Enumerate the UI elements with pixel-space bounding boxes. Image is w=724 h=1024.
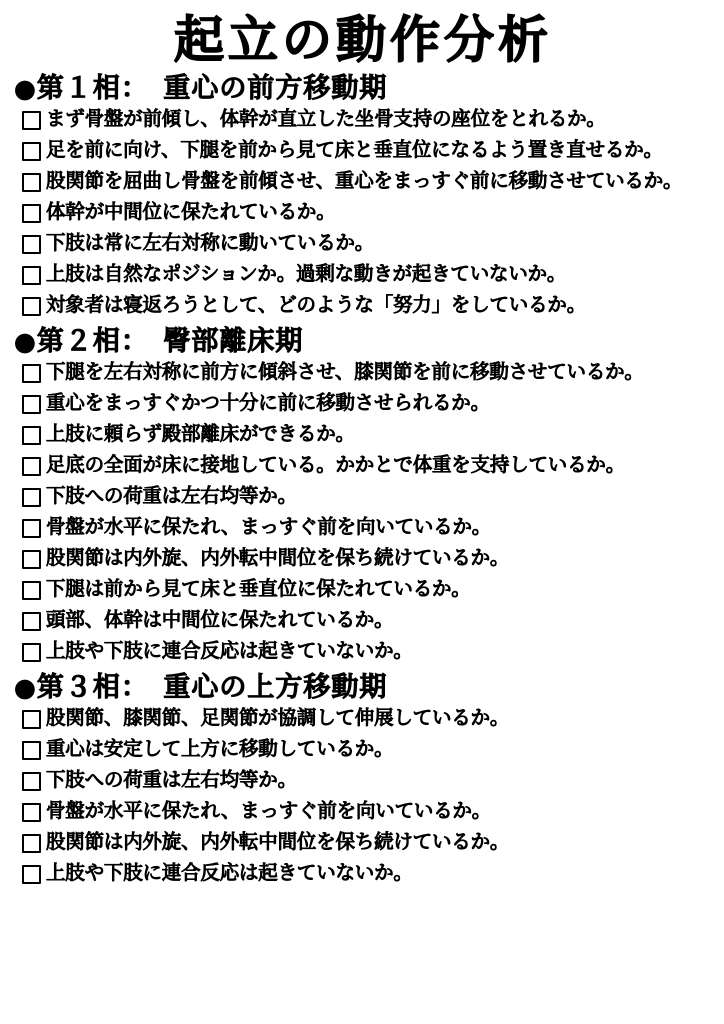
checkbox[interactable] [22,834,41,853]
section-heading [14,73,714,104]
checklist-item-label: 上肢は自然なポジションか。過剰な動きが起きていないか。 [46,261,567,285]
checkbox[interactable] [22,266,41,285]
checkbox[interactable] [22,204,41,223]
checklist-item[interactable] [12,390,714,418]
section-heading-label: 第２相： 臀部離床期 [36,325,304,357]
section-heading-label: 第１相： 重心の前方移動期 [36,72,388,104]
checklist-item[interactable] [12,860,714,888]
checklist-item[interactable] [12,607,714,635]
checklist-item[interactable] [12,514,714,542]
checkbox[interactable] [22,741,41,760]
checklist-item[interactable] [12,106,714,134]
bullet-icon: ● [14,672,37,702]
checkbox[interactable] [22,772,41,791]
section-block [12,73,714,320]
checklist-item[interactable] [12,829,714,857]
checkbox[interactable] [22,519,41,538]
section-heading [14,326,714,357]
checkbox[interactable] [22,803,41,822]
checklist-item-label: 股関節を屈曲し骨盤を前傾させ、重心をまっすぐ前に移動させているか。 [46,168,683,192]
checkbox[interactable] [22,173,41,192]
bullet-icon: ● [14,73,37,103]
checklist-item[interactable] [12,767,714,795]
checkbox[interactable] [22,111,41,130]
checklist-item[interactable] [12,230,714,258]
checklist-item-label: 体幹が中間位に保たれているか。 [46,199,336,223]
section-heading [14,672,714,703]
checklist-item-label: 下肢への荷重は左右均等か。 [46,767,297,791]
checklist-item[interactable] [12,798,714,826]
page-title: 起立の動作分析 [174,11,552,69]
checkbox[interactable] [22,581,41,600]
checklist-item-label: 足底の全面が床に接地している。かかとで体重を支持しているか。 [46,452,626,476]
checklist-item-label: 下腿は前から見て床と垂直位に保たれているか。 [46,576,471,600]
checklist-item[interactable] [12,292,714,320]
checkbox[interactable] [22,297,41,316]
checklist-item-label: 股関節、膝関節、足関節が協調して伸展しているか。 [46,705,510,729]
checklist-item-label: 重心をまっすぐかつ十分に前に移動させられるか。 [46,390,490,414]
checklist-item[interactable] [12,638,714,666]
checkbox[interactable] [22,364,41,383]
checklist-item[interactable] [12,199,714,227]
checkbox[interactable] [22,550,41,569]
checkbox[interactable] [22,395,41,414]
checklist-item[interactable] [12,736,714,764]
checklist-item[interactable] [12,705,714,733]
checklist-item[interactable] [12,168,714,196]
checklist-item-label: 対象者は寝返ろうとして、どのような「努力」をしているか。 [46,292,587,316]
sections-container [12,73,714,888]
checklist-item[interactable] [12,545,714,573]
checkbox[interactable] [22,488,41,507]
checklist-item-label: 下肢は常に左右対称に動いているか。 [46,230,375,254]
checklist-item[interactable] [12,421,714,449]
checklist-item-label: 足を前に向け、下腿を前から見て床と垂直位になるよう置き直せるか。 [46,137,663,161]
checklist-item[interactable] [12,359,714,387]
section-block [12,672,714,888]
checklist-item-label: 上肢や下肢に連合反応は起きていないか。 [46,860,413,884]
checklist-item[interactable] [12,452,714,480]
checklist-item-label: 下腿を左右対称に前方に傾斜させ、膝関節を前に移動させているか。 [46,359,644,383]
checklist-item-label: 股関節は内外旋、内外転中間位を保ち続けているか。 [46,829,510,853]
checklist-item-label: まず骨盤が前傾し、体幹が直立した坐骨支持の座位をとれるか。 [46,106,606,130]
section-block [12,326,714,666]
bullet-icon: ● [14,326,37,356]
checklist-item-label: 骨盤が水平に保たれ、まっすぐ前を向いているか。 [46,514,492,538]
checkbox[interactable] [22,235,41,254]
checklist-item-label: 下肢への荷重は左右均等か。 [46,483,297,507]
checkbox[interactable] [22,865,41,884]
checkbox[interactable] [22,710,41,729]
checklist-item-label: 頭部、体幹は中間位に保たれているか。 [46,607,394,631]
checkbox[interactable] [22,142,41,161]
section-heading-label: 第３相： 重心の上方移動期 [36,671,388,703]
checklist-item[interactable] [12,483,714,511]
checklist-item-label: 上肢や下肢に連合反応は起きていないか。 [46,638,413,662]
checklist-item[interactable] [12,137,714,165]
checkbox[interactable] [22,612,41,631]
checklist-item-label: 股関節は内外旋、内外転中間位を保ち続けているか。 [46,545,510,569]
checkbox[interactable] [22,426,41,445]
checklist-item-label: 重心は安定して上方に移動しているか。 [46,736,394,760]
checklist-item-label: 上肢に頼らず殿部離床ができるか。 [46,421,355,445]
checklist-item[interactable] [12,261,714,289]
checklist-item[interactable] [12,576,714,604]
checkbox[interactable] [22,643,41,662]
checkbox[interactable] [22,457,41,476]
checklist-item-label: 骨盤が水平に保たれ、まっすぐ前を向いているか。 [46,798,492,822]
